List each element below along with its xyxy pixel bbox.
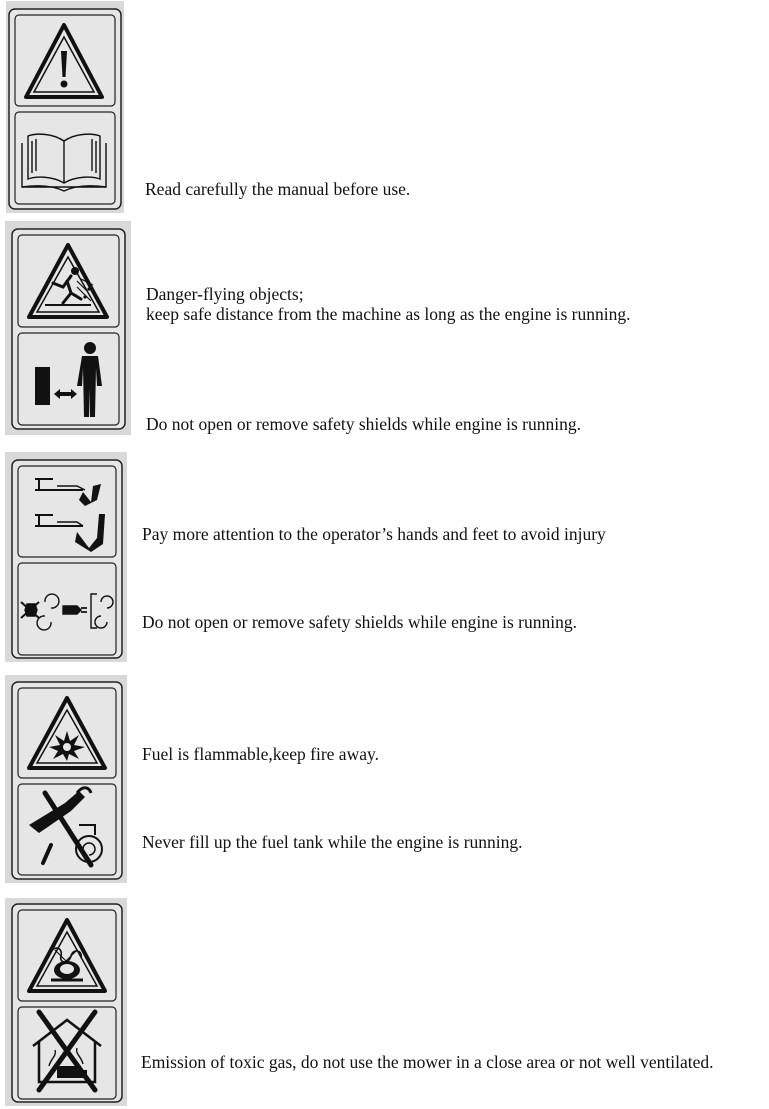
safety-label-fuel (5, 675, 127, 883)
label-4-line-1: Fuel is flammable,keep fire away. (142, 744, 379, 764)
safety-label-hands-feet (5, 452, 127, 662)
label-3-line-2: Do not open or remove safety shields while engine is running. (142, 612, 577, 632)
label-5-line-1: Emission of toxic gas, do not use the mower in a close area or not well ventilated. (141, 1052, 714, 1072)
label-3-line-1: Pay more attention to the operator’s hands and feet to avoid injury (142, 524, 606, 544)
safety-label-toxic-gas (5, 898, 127, 1106)
safety-label-flying-objects (5, 221, 131, 435)
label-4-line-2: Never fill up the fuel tank while the engine is running. (142, 832, 523, 852)
label-1-line-1: Read carefully the manual before use. (145, 179, 411, 199)
label-2-line-1: Danger-flying objects; (146, 284, 304, 304)
safety-label-manual (6, 1, 124, 213)
label-2-line-3: Do not open or remove safety shields while engine is running. (146, 414, 581, 434)
label-2-line-2: keep safe distance from the machine as long as the engine is running. (146, 304, 631, 324)
